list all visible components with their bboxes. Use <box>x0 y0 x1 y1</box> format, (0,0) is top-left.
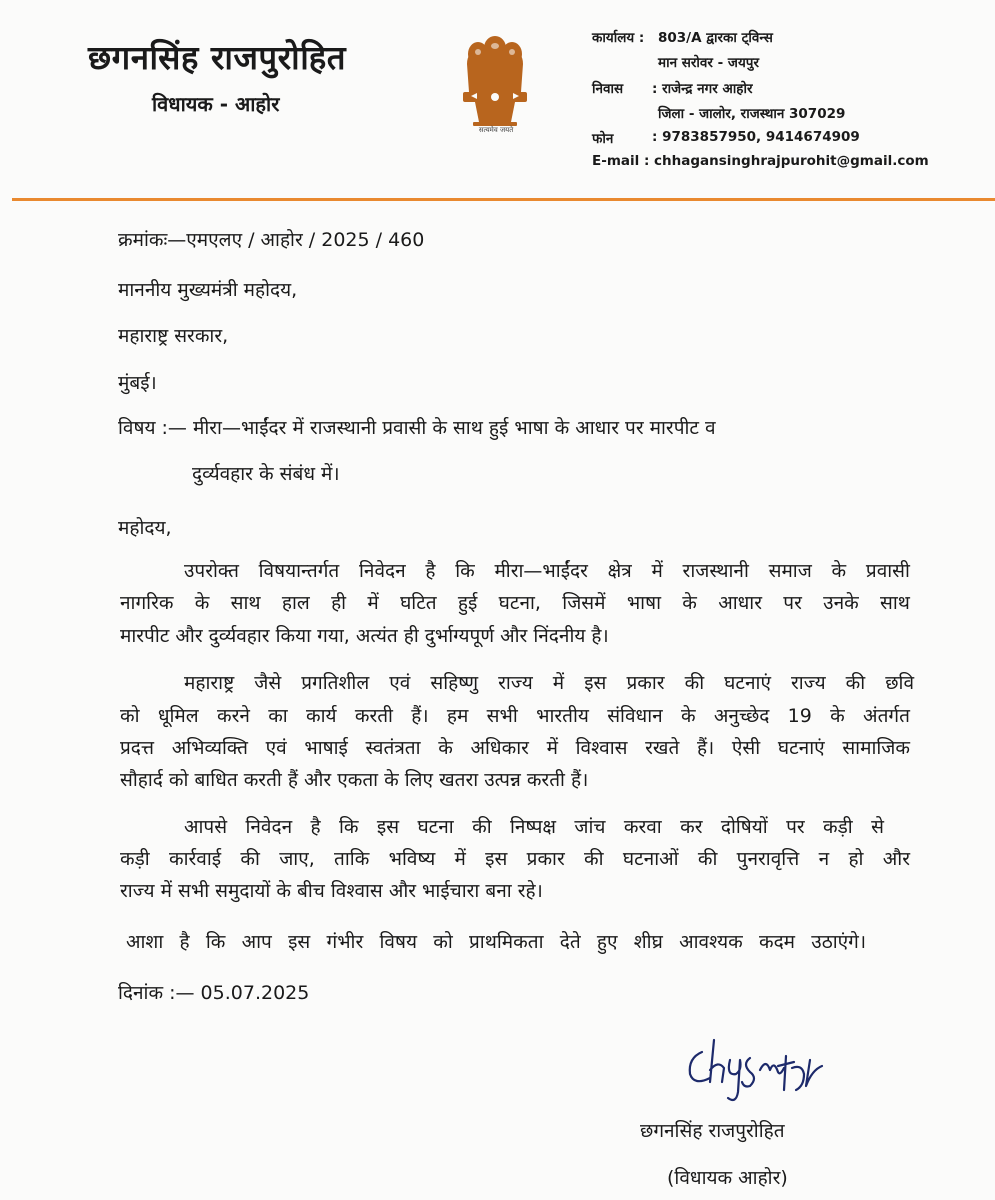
letterhead-divider <box>12 198 995 201</box>
signature-icon <box>680 1030 860 1110</box>
addressee-line: मुंबई। <box>118 372 157 394</box>
paragraph-line: आपसे निवेदन है कि इस घटना की निष्पक्ष जांच करवा कर दोषियों पर कड़ी से <box>184 816 884 838</box>
addressee-line: महाराष्ट्र सरकार, <box>118 325 229 347</box>
paragraph-line: नागरिक के साथ हाल ही में घटित हुई घटना, जिसमें भाषा के आधार पर उनके साथ <box>120 592 910 614</box>
closing-line: आशा है कि आप इस गंभीर विषय को प्राथमिकता देते हुए शीघ्र आवश्यक कदम उठाएंगे। <box>126 931 867 953</box>
salutation: महोदय, <box>118 517 172 539</box>
residence-line-1: : राजेन्द्र नगर आहोर <box>652 81 753 97</box>
paragraph-line: उपरोक्त विषयान्तर्गत निवेदन है कि मीरा—भाईंदर क्षेत्र में राजस्थानी समाज के प्रवासी <box>184 560 910 582</box>
phone-numbers: : 9783857950, 9414674909 <box>652 129 860 145</box>
letter-date: दिनांक :— 05.07.2025 <box>118 982 310 1004</box>
signatory-designation: (विधायक आहोर) <box>667 1167 788 1189</box>
emblem-motto: सत्यमेव जयते <box>478 126 514 134</box>
office-line-1: 803/A द्वारका ट्विन्स <box>658 30 773 46</box>
paragraph-line: प्रदत्त अभिव्यक्ति एवं भाषाई स्वतंत्रता के अधिकार में विश्वास रखते हैं। ऐसी घटनाएं सामाजिक <box>120 737 910 759</box>
paragraph-line: राज्य में सभी समुदायों के बीच विश्वास और भाईचारा बना रहे। <box>120 880 543 902</box>
subject-line: दुर्व्यवहार के संबंध में। <box>192 463 340 485</box>
paragraph-line: मारपीट और दुर्व्यवहार किया गया, अत्यंत ही दुर्भाग्यपूर्ण और निंदनीय है। <box>120 625 609 647</box>
phone-label: फोन <box>592 131 614 147</box>
signatory-name: छगनसिंह राजपुरोहित <box>640 1120 785 1142</box>
residence-label: निवास <box>592 81 624 97</box>
letterhead-designation: विधायक - आहोर <box>152 92 280 116</box>
addressee-line: माननीय मुख्यमंत्री महोदय, <box>118 279 298 301</box>
paragraph-line: कड़ी कार्रवाई की जाए, ताकि भविष्य में इस प्रकार की घटनाओं की पुनरावृत्ति न हो और <box>120 848 910 870</box>
subject-line: विषय :— मीरा—भाईंदर में राजस्थानी प्रवासी के साथ हुई भाषा के आधार पर मारपीट व <box>118 417 716 439</box>
paragraph-line: सौहार्द को बाधित करती हैं और एकता के लिए खतरा उत्पन्न करती हैं। <box>120 769 589 791</box>
paragraph-line: महाराष्ट्र जैसे प्रगतिशील एवं सहिष्णु राज्य में इस प्रकार की घटनाएं राज्य की छवि <box>184 672 915 694</box>
paragraph-line: को धूमिल करने का कार्य करती हैं। हम सभी भारतीय संविधान के अनुच्छेद 19 के अंतर्गत <box>120 705 910 727</box>
residence-line-2: जिला - जालोर, राजस्थान 307029 <box>658 106 846 122</box>
office-line-2: मान सरोवर - जयपुर <box>658 55 759 71</box>
office-label: कार्यालय : <box>592 30 645 46</box>
reference-number: क्रमांकः—एमएलए / आहोर / 2025 / 460 <box>118 229 425 251</box>
letterhead-name: छगनसिंह राजपुरोहित <box>88 38 347 77</box>
email-address: E-mail : chhagansinghrajpurohit@gmail.com <box>592 153 929 169</box>
